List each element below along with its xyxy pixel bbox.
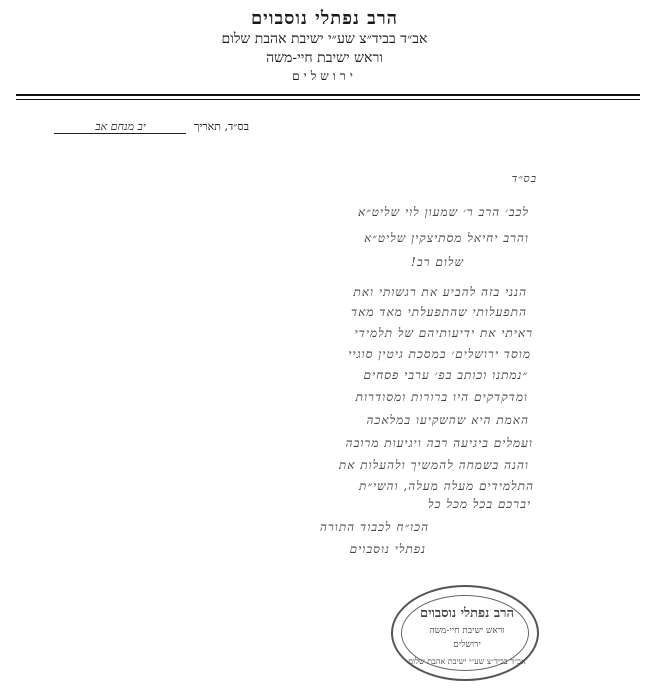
stamp-city: ירושלים — [453, 640, 481, 650]
body-line: מוסד ירושלים׳ במסכת גיטין סוגיי — [348, 347, 531, 361]
letter-bsd: בס״ד — [511, 172, 537, 185]
body-line: התלמידים מעלה מעלה, והשי״ת — [358, 479, 534, 493]
body-line: הנני בזה להביע את רגשותי ואת — [353, 285, 527, 299]
letterhead-yeshiva: וראש ישיבת חיי-משה — [266, 50, 383, 66]
stamp-yeshiva: וראש ישיבת חיי-משה — [429, 626, 505, 636]
date-label: בס״ד, תאריך — [193, 120, 249, 133]
letterhead-rule-thin — [16, 99, 640, 100]
greeting-line: והרב יחיאל מסתיצקין שליט״א — [363, 231, 529, 245]
body-line: והנה בשמחה להמשיך ולהעלות את — [338, 458, 529, 472]
letterhead-city: ירושלים — [292, 69, 357, 83]
body-line: יברכם בכל מכל כל — [428, 497, 531, 511]
stamp-name: הרב נפתלי נוסבוים — [420, 606, 514, 621]
letterhead-rule-thick — [16, 94, 640, 96]
body-line: ומדקדקים היו ברורות ומסודרות — [355, 390, 528, 404]
body-line: התפעלותי שהתפעלתי מאד מאד — [350, 305, 527, 319]
letterhead-name: הרב נפתלי נוסבוים — [250, 8, 399, 29]
body-line: ״נמתנו וכותב בפ׳ ערבי פסחים — [363, 368, 528, 382]
letterhead-title: אב״ד בביד״צ שע״י ישיבת אהבת שלום — [221, 31, 428, 47]
letterhead — [0, 8, 649, 84]
greeting-line: לכב׳ הרב ר׳ שמעון לוי שליט״א — [357, 205, 529, 219]
rabbinical-stamp — [391, 585, 539, 681]
body-line: האמת היא שהשקיעו במלאכה — [366, 413, 529, 427]
body-line: ועמלים ביגיעה רבה ויגיעות מרובה — [345, 436, 533, 450]
date-line — [54, 120, 249, 134]
stamp-ring-text: אב״ד בביד״צ שע״י ישיבת אהבת שלום — [408, 657, 526, 666]
greeting-line: שלום רב! — [411, 255, 464, 269]
signature: נפתלי נוסבוים — [349, 542, 426, 556]
closing-line: הכו״ח לכבוד התורה — [319, 520, 429, 534]
date-value: יב מנחם אב — [54, 120, 186, 134]
body-line: ראיתי את ידיעותיהם של תלמידי — [354, 326, 533, 340]
